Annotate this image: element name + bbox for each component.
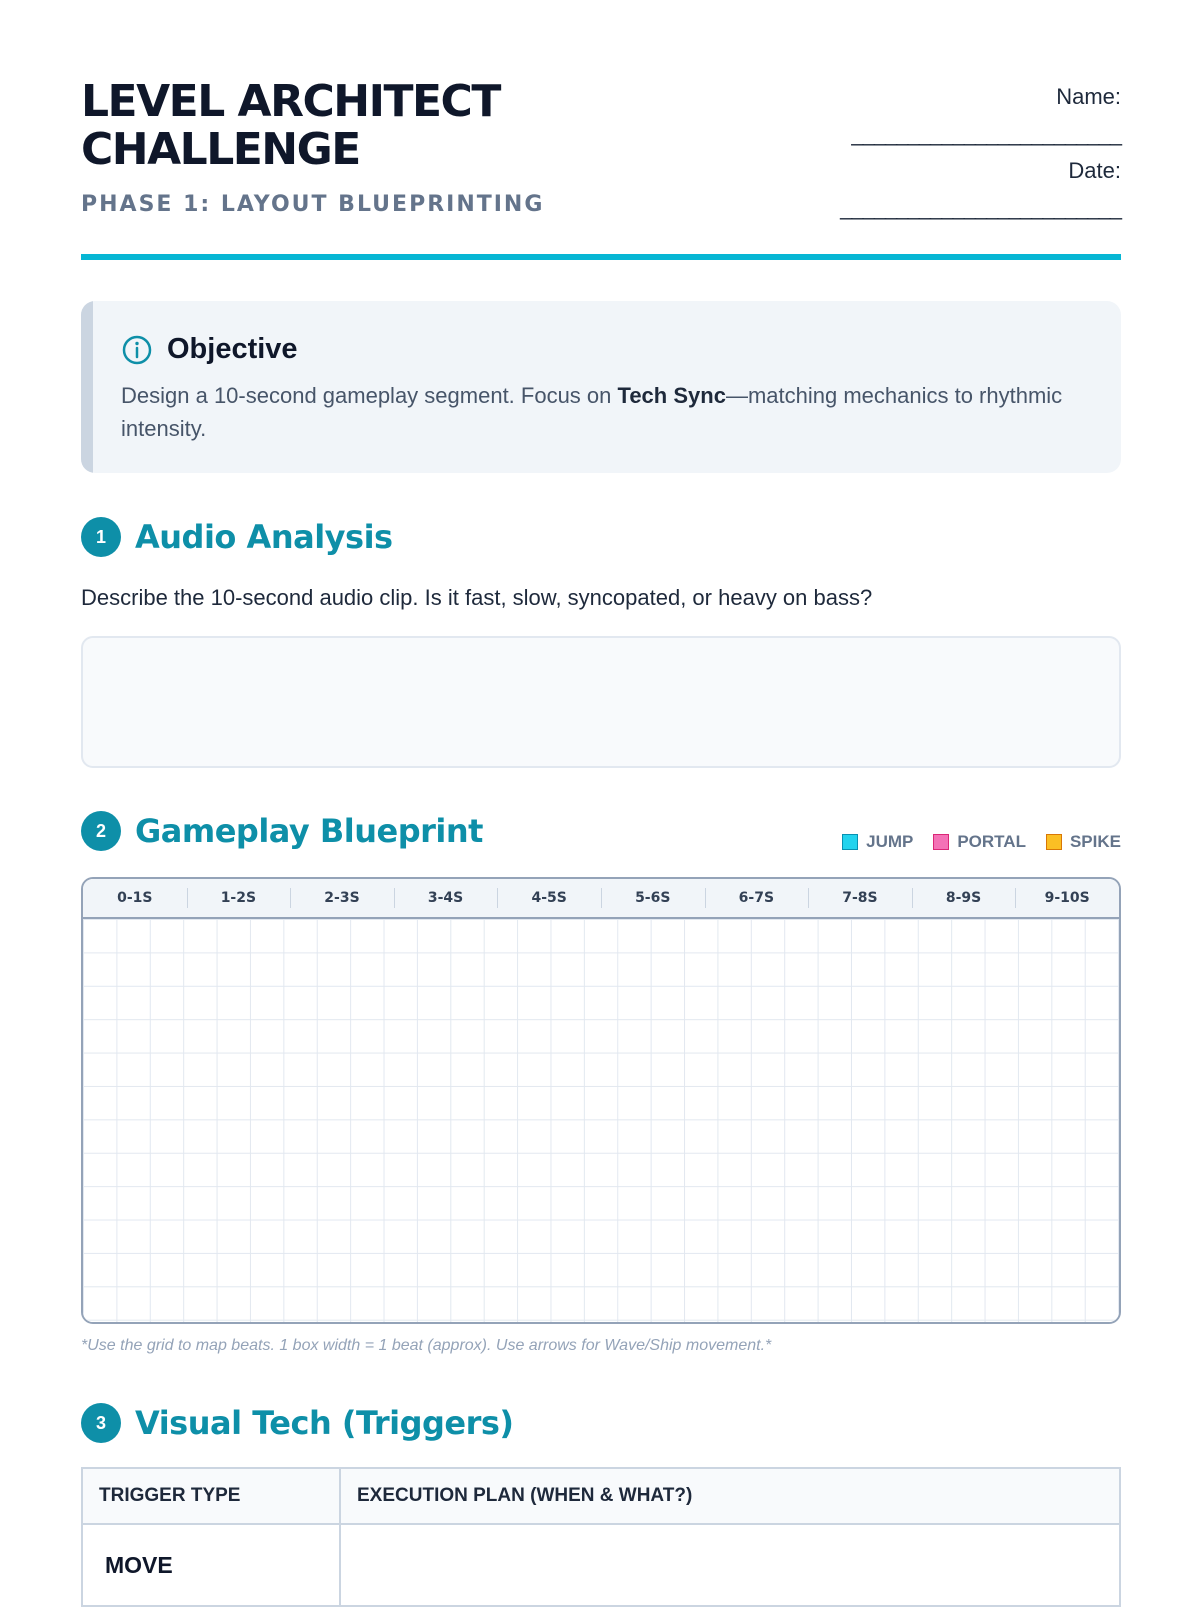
portal-swatch [933,834,949,850]
section-gameplay-blueprint [81,811,483,851]
section-title: Audio Analysis [135,518,393,556]
section-title: Visual Tech (Triggers) [135,1404,514,1442]
blueprint-legend [842,832,1121,852]
title-line-2: CHALLENGE [81,124,360,175]
timeline-column: 3-4S [394,879,498,917]
objective-accent-bar [81,301,93,473]
section-number-badge: 2 [81,811,121,851]
info-icon [121,334,153,366]
table-header-row [82,1468,1120,1524]
objective-heading: Objective [167,333,298,365]
timeline-header [83,879,1119,919]
timeline-column: 5-6S [601,879,705,917]
objective-box [81,301,1121,473]
execution-plan-cell[interactable] [340,1524,1120,1606]
timeline-column: 6-7S [705,879,809,917]
section-visual-tech [81,1403,514,1443]
drawing-grid[interactable] [83,919,1119,1322]
section-title: Gameplay Blueprint [135,812,483,850]
audio-answer-box[interactable] [81,636,1121,768]
spike-swatch [1046,834,1062,850]
section-number-badge: 1 [81,517,121,557]
section-number-badge: 3 [81,1403,121,1443]
header-divider [81,254,1121,260]
legend-portal: PORTAL [933,832,1026,852]
timeline-column: 4-5S [497,879,601,917]
timeline-column: 7-8S [808,879,912,917]
column-header-execution-plan: EXECUTION PLAN (WHEN & WHAT?) [340,1468,1120,1524]
grid-instructions: *Use the grid to map beats. 1 box width = 1 beat (approx). Use arrows for Wave/Ship movement.* [81,1337,772,1354]
triggers-table [81,1467,1121,1607]
page-title [81,78,500,174]
timeline-column: 0-1S [117,890,153,906]
objective-text: Design a 10-second gameplay segment. Focus on Tech Sync—matching mechanics to rhythmic intensity. [121,383,1063,441]
date-field[interactable]: _________________________ [840,195,1121,220]
legend-spike: SPIKE [1046,832,1121,852]
trigger-type-cell: MOVE [82,1524,340,1606]
student-info [840,80,1121,228]
legend-jump: JUMP [842,832,913,852]
title-line-1: LEVEL ARCHITECT [81,76,500,127]
blueprint-grid [81,877,1121,1324]
jump-swatch [842,834,858,850]
date-label: Date: [1068,158,1121,183]
audio-prompt: Describe the 10-second audio clip. Is it fast, slow, syncopated, or heavy on bass? [81,585,873,610]
name-label: Name: [1056,84,1121,109]
section-audio-analysis [81,517,393,557]
page-subtitle: PHASE 1: LAYOUT BLUEPRINTING [81,192,545,217]
column-header-trigger-type: TRIGGER TYPE [82,1468,340,1524]
timeline-column: 1-2S [187,879,291,917]
timeline-column: 8-9S [912,879,1016,917]
name-field[interactable]: ________________________ [851,121,1121,146]
timeline-column: 2-3S [290,879,394,917]
objective-highlight: Tech Sync [617,383,726,408]
timeline-column: 9-10S [1015,879,1119,917]
objective-header [121,333,298,366]
table-row [82,1524,1120,1606]
